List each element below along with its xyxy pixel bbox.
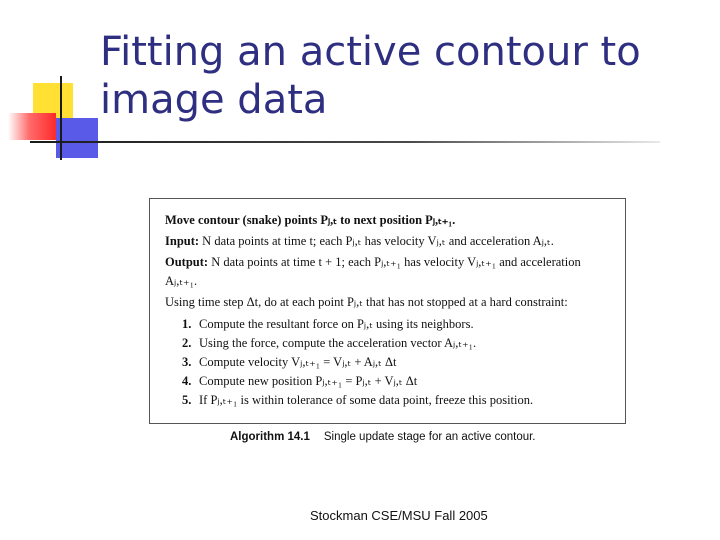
caption-label: Algorithm 14.1 bbox=[230, 431, 310, 443]
input-text: N data points at time t; each Pⱼ,ₜ has velocity Vⱼ,ₜ and acceleration Aⱼ,ₜ. bbox=[199, 234, 554, 248]
slide-footer: Stockman CSE/MSU Fall 2005 bbox=[310, 508, 488, 523]
decor-red-bar bbox=[8, 113, 56, 140]
algorithm-box bbox=[149, 198, 626, 424]
algorithm-step bbox=[182, 315, 611, 334]
step-text: If Pⱼ,ₜ₊₁ is within tolerance of some data point, freeze this position. bbox=[199, 393, 534, 407]
algorithm-step bbox=[182, 353, 611, 372]
algorithm-timestep: Using time step Δt, do at each point Pⱼ,ₜ that has not stopped at a hard constraint: bbox=[165, 295, 568, 309]
algorithm-caption bbox=[230, 431, 536, 443]
output-text: N data points at time t + 1; each Pⱼ,ₜ₊₁ has velocity Vⱼ,ₜ₊₁ and acceleration bbox=[208, 255, 581, 269]
step-number: 2. bbox=[182, 336, 192, 350]
step-number: 3. bbox=[182, 355, 192, 369]
input-label: Input: bbox=[165, 234, 200, 248]
step-text: Compute velocity Vⱼ,ₜ₊₁ = Vⱼ,ₜ + Aⱼ,ₜ Δt bbox=[199, 355, 397, 369]
algorithm-input bbox=[165, 232, 611, 251]
algorithm-step bbox=[182, 372, 611, 391]
caption-text: Single update stage for an active contour. bbox=[323, 431, 536, 443]
decor-vertical-rule bbox=[60, 76, 62, 160]
title-underline-rule bbox=[30, 141, 660, 143]
step-text: Using the force, compute the acceleration vector Aⱼ,ₜ₊₁. bbox=[199, 336, 477, 350]
algorithm-header bbox=[165, 211, 611, 230]
algorithm-output-cont: Aⱼ,ₜ₊₁. bbox=[165, 274, 198, 288]
step-number: 5. bbox=[182, 393, 192, 407]
step-text: Compute new position Pⱼ,ₜ₊₁ = Pⱼ,ₜ + Vⱼ,ₜ Δt bbox=[199, 374, 418, 388]
algorithm-steps bbox=[182, 315, 611, 410]
algorithm-header-rest: Pⱼ,ₜ to next position Pⱼ,ₜ₊₁. bbox=[317, 213, 456, 227]
algorithm-step bbox=[182, 391, 611, 410]
algorithm-step bbox=[182, 334, 611, 353]
algorithm-header-bold: Move contour (snake) points bbox=[165, 213, 318, 227]
step-number: 1. bbox=[182, 317, 192, 331]
slide-title: Fitting an active contour to image data bbox=[100, 29, 641, 123]
step-text: Compute the resultant force on Pⱼ,ₜ using its neighbors. bbox=[199, 317, 474, 331]
decor-blue-square bbox=[56, 118, 98, 158]
step-number: 4. bbox=[182, 374, 192, 388]
algorithm-output bbox=[165, 253, 611, 272]
output-label: Output: bbox=[165, 255, 209, 269]
